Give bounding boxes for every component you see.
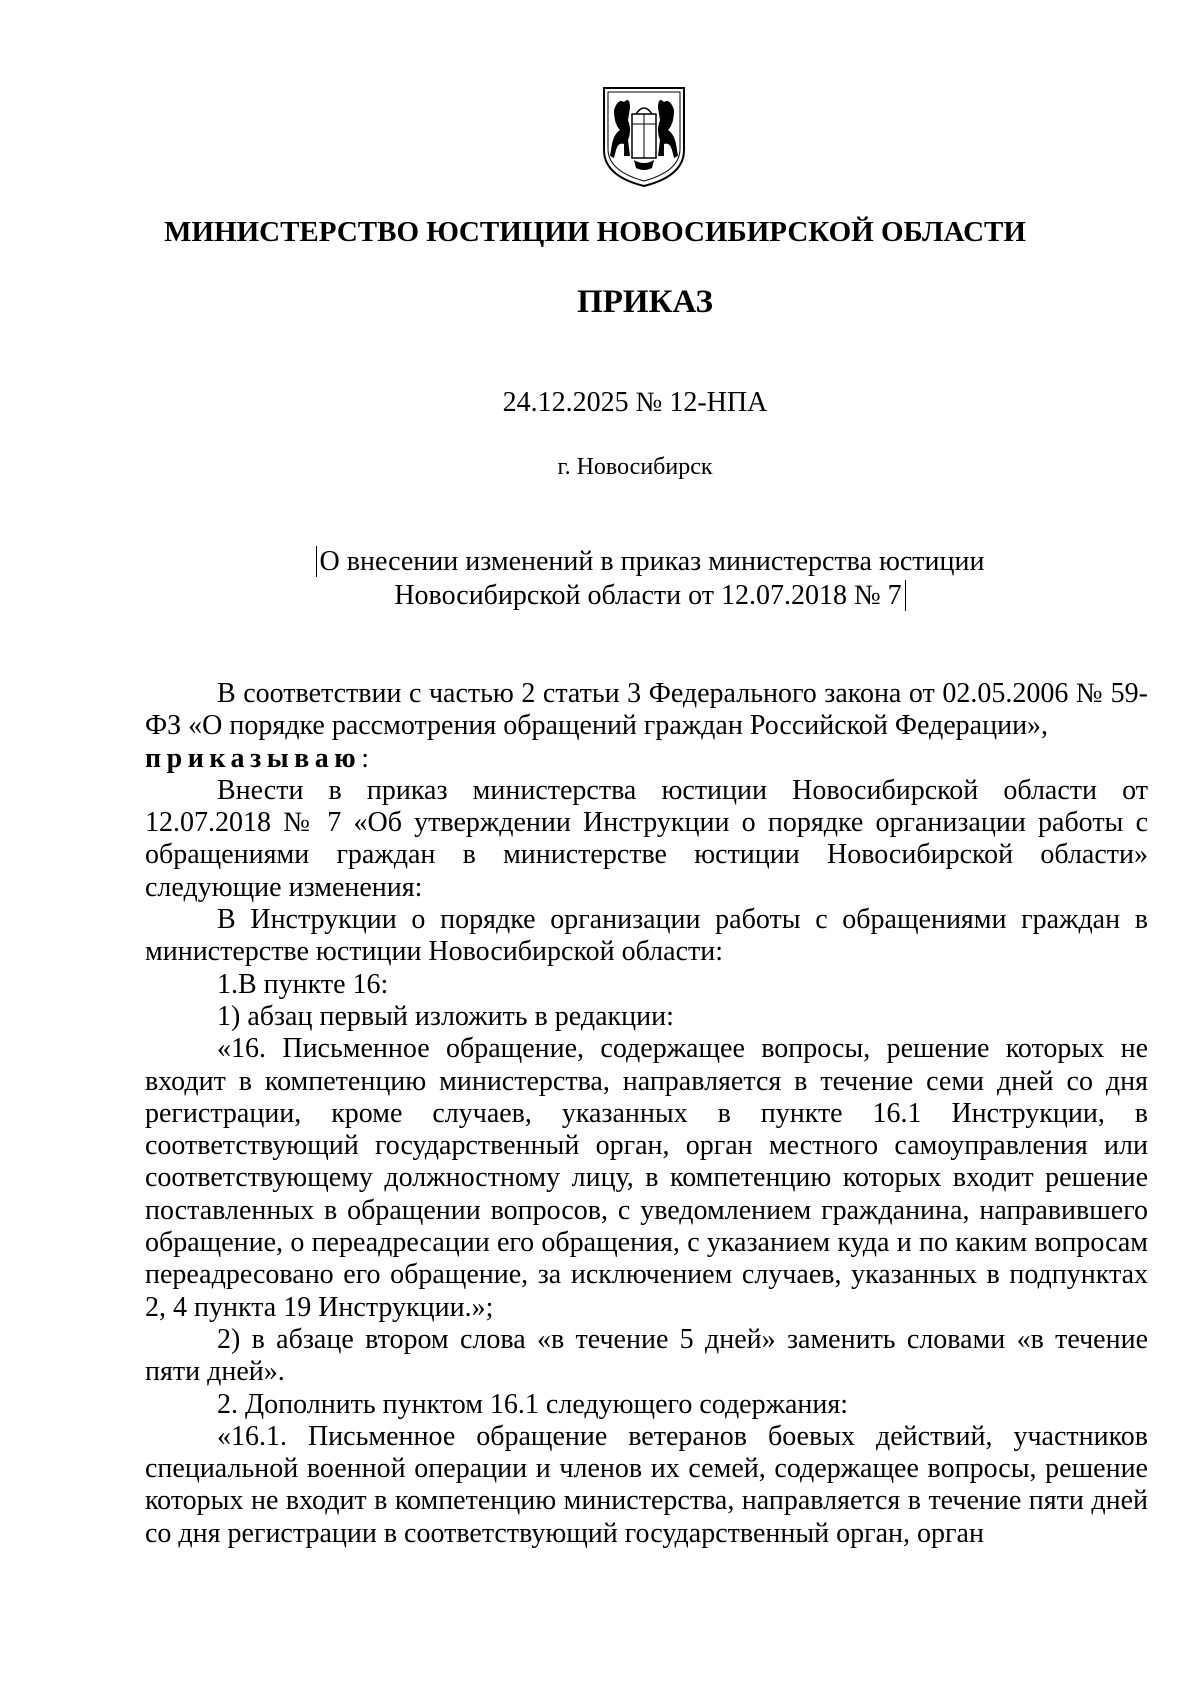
preamble-paragraph [145,678,1148,775]
coat-of-arms-icon [600,84,688,188]
order-word: приказываю [145,742,362,774]
paragraph-subitem-2: 2) в абзаце втором слова «в течение 5 дней» заменить словами «в течение пяти дней». [145,1323,1148,1388]
subject-line-2: Новосибирской области от 12.07.2018 № 7 [394,580,905,611]
order-word-colon: : [361,742,369,774]
preamble-text: В соответствии с частью 2 статьи 3 Федерального закона от 02.05.2006 № 59-ФЗ «О порядке рассмотрения обращений граждан Российской Федерации», [145,678,1148,742]
paragraph-subitem-1: 1) абзац первый изложить в редакции: [217,1000,674,1032]
paragraph-item-2: 2. Дополнить пунктом 16.1 следующего содержания: [217,1388,849,1420]
paragraph-amend-intro: Внести в приказ министерства юстиции Новосибирской области от 12.07.2018 № 7 «Об утверждении Инструкции о порядке организации работы с обращениями граждан в министерстве юстиции Новосибирской области» следующие изменения: [145,774,1148,903]
subject-line-1: О внесении изменений в приказ министерства юстиции [316,546,985,577]
paragraph-instruction-intro: В Инструкции о порядке организации работы с обращениями граждан в министерстве юстиции Новосибирской области: [145,904,1148,968]
ministry-name: МИНИСТЕРСТВО ЮСТИЦИИ НОВОСИБИРСКОЙ ОБЛАСТИ [164,216,1026,248]
paragraph-clause-16-1: «16.1. Письменное обращение ветеранов боевых действий, участников специальной военной операции и членов их семей, содержащее вопросы, решение которых не входит в компетенцию министерства, направляется в течение пяти дней со дня регистрации в соответствующий государственный орган, орган [145,1420,1148,1549]
paragraph-clause-16: «16. Письменное обращение, содержащее вопросы, решение которых не входит в компетенцию министерства, направляется в течение семи дней со дня регистрации, кроме случаев, указанных в пункте 16.1 Инструкции, в соответствующий государственный орган, орган местного самоуправления или соответствующему должностному лицу, в компетенцию которых входит решение поставленных в обращении вопросов, с уведомлением гражданина, направившего обращение, о переадресации его обращения, с указанием куда и по каким вопросам переадресовано его обращение, за исключением случаев, указанных в подпунктах 2, 4 пункта 19 Инструкции.»; [145,1033,1148,1323]
paragraph-item-1: 1.В пункте 16: [217,968,389,1000]
document-body [145,678,1148,1550]
order-subject [0,545,1200,613]
city-name: г. Новосибирск [557,454,713,480]
date-and-number: 24.12.2025 № 12-НПА [502,387,768,418]
document-type-title: ПРИКАЗ [577,284,713,320]
